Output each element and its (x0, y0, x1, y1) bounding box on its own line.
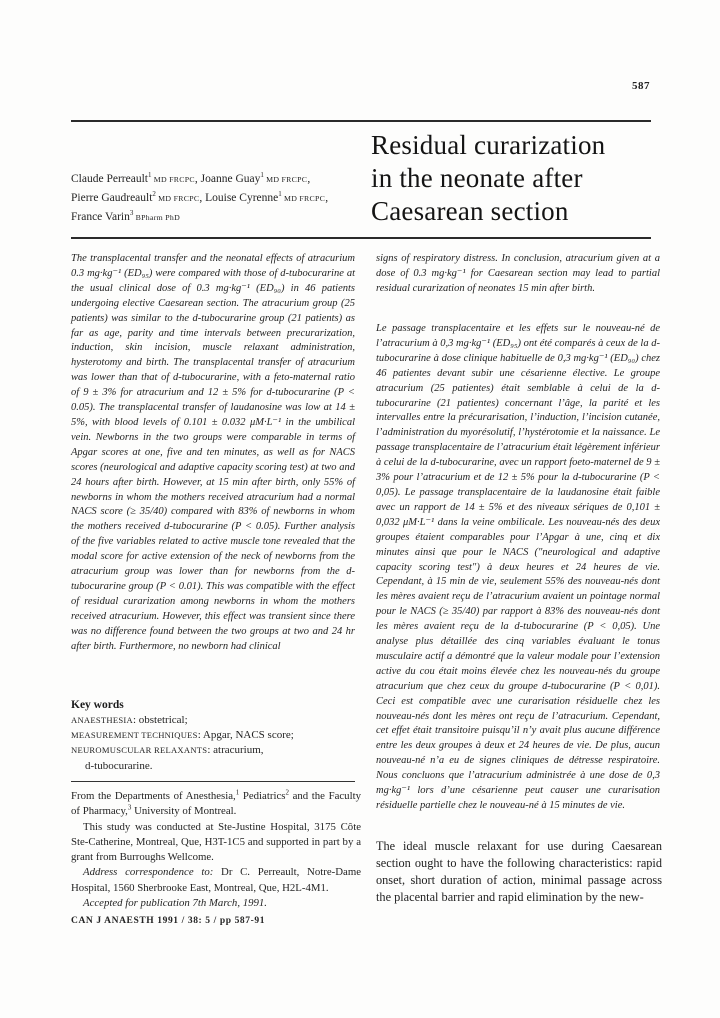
keyword-entry: d-tubocurarine. (85, 759, 153, 772)
journal-citation: CAN J ANAESTH 1991 / 38: 5 / pp 587-91 (71, 916, 266, 926)
abstract-english-right-column: signs of respiratory distress. In conclusion, atracurium given at a dose of 0.3 mg·kg⁻¹ for Caesarean section may lead to partial residual curarization of neonates 15 min after birth. (376, 253, 660, 294)
author-line: Pierre Gaudreault$^2$ MD FRCPC, Louise Cyrenne$^1$ MD FRCPC, (71, 190, 329, 204)
author-line: Claude Perreault$^1$ MD FRCPC, Joanne Guay$^1$ MD FRCPC, (71, 171, 311, 185)
article-title-line: in the neonate after (371, 163, 583, 193)
footnote-rule (71, 781, 355, 782)
keywords-heading: Key words (71, 699, 124, 711)
correspondence-paragraph: Address correspondence to: Dr C. Perreault, Notre-Dame Hospital, 1560 Sherbrooke East, Montreal, Que, H2L-4M1. (71, 866, 362, 894)
header-top-rule (71, 120, 651, 122)
author-block (71, 170, 373, 227)
affiliation-block (71, 789, 361, 911)
keyword-entry: ANAESTHESIA: obstetrical; (71, 714, 188, 726)
abstract-english-left-column: The transplacental transfer and the neonatal effects of atracurium 0.3 mg·kg⁻¹ (ED₉₅) were compared with those of d-tubocurarine at the usual clinical dose of 0.3 mg·kg⁻¹ (ED₉₀) in 46 patients undergoing elective Caesarean section. The atracurium group (25 patients) was similar to the d-tubocurarine group (21 patients) as far as age, parity and time intervals between precurarization, induction, skin incision, muscle relaxant administration, hysterotomy and birth. The transplacental transfer of atracurium was lower than that of d-tubocurarine, with a feto-maternal ratio of 9 ± 3% for atracurium and 12 ± 5% for d-tubocurarine (P < 0.05). The transplacental transfer of laudanosine was low at 14 ± 5%, with blood levels of 0.101 ± 0.032 μM·L⁻¹ in the umbilical vein. Newborns in the two groups were comparable in terms of Apgar scores at one, five and ten minutes, as well as for NACS scores (neurological and adaptive capacity scoring test) at two and 24 hours after birth. However, at 15 min after birth, only 55% of newborns in whom the mothers received atracurium had a normal NACS score (≥ 35/40) compared with 83% of newborns in whom the mothers received d-tubocurarine (P < 0.05). Further analysis of the five variables related to active muscle tone revealed that the modal score for active extension of the neck of newborns from the atracurium group was lower than for newborns from the d-tubocurarine group (P < 0.01). This was compatible with the effect of residual curarization among newborns in whom the mothers received atracurium. However, this effect was transient since there was no difference found between the two groups at two and 24 hr after birth. Furthermore, no newborn had clinical (71, 253, 355, 652)
author-line: France Varin$^3$ BPharm PhD (71, 209, 180, 223)
acceptance-note: Accepted for publication 7th March, 1991. (83, 897, 268, 910)
affiliation-paragraph: This study was conducted at Ste-Justine Hospital, 3175 Côte Ste-Catherine, Montreal, Que, H3T-1C5 and supported in part by a grant from Burroughs Wellcome. (71, 820, 361, 864)
header-bottom-rule (71, 237, 651, 239)
keyword-entry: NEUROMUSCULAR RELAXANTS: atracurium, (71, 744, 264, 757)
article-title (371, 129, 667, 228)
keywords-section (71, 699, 355, 774)
abstract-french: Le passage transplacentaire et les effets sur le nouveau-né de l’atracurium à 0,3 mg·kg⁻¹ (ED₉₅) ont été comparés à ceux de la d-tubocurarine à dose clinique habituelle de 0,3 mg·kg⁻¹ (ED₉₀) chez 46 patientes devant subir une césarienne élective. Le groupe atracurium (25 patientes) était semblable à celui de la d-tubocurarine (21 patientes) concernant l’âge, la parité et les intervalles entre la précurarisation, l’induction, l’incision cutanée, l’administration du myorésolutif, l’hystérotomie et la naissance. Le passage transplacentaire de l’atracurium était légèrement inférieur à celui de la d-tubocurarine, avec un rapport foeto-maternel de 9 ± 3% pour l’atracurium et de 12 ± 5% pour la d-tubocurarine (P < 0,05). Le passage transplacentaire de la laudanosine était faible avec un rapport de 14 ± 5% et des niveaux sériques de 0,101 ± 0,032 μM·L⁻¹ dans la veine ombilicale. Les nouveau-nés des deux groupes étaient comparables pour l’Apgar à une, cinq et dix minutes ainsi que pour le NACS ("neurological and adaptive capacity scoring test") à deux heures et 24 heures de vie. Cependant, à 15 min de vie, seulement 55% des nouveau-nés dont les mères avaient reçu de l’atracurium avaient un pointage normal pour le NACS (≥ 35/40) par rapport à 83% des nouveau-nés dont les mères avaient reçu de la d-tubocurarine (P < 0,05). Une analyse plus détaillée des cinq variables évaluant le tonus musculaire actif a démontré que la valeur modale pour l’extension active du cou était moins élevée chez les nouveau-nés du groupe atracurium que chez ceux du groupe d-tubocurarine (P < 0,01). Ceci est compatible avec une curarisation résiduelle chez les nouveau-nés dont les mères ont reçu de l’atracurium. Cependant, cet effet était transitoire puisqu’il n’y avait plus aucune différence entre les deux groupes à deux et 24 heures de vie. De plus, aucun nouveau-né n’a eu de signes cliniques de détresse respiratoire. Nous concluons que l’atracurium administrée à une dose de 0,3 mg·kg⁻¹ lors d’une césarienne peut causer une curarisation résiduelle partielle chez le nouveau-né à 15 minutes de vie. (376, 323, 660, 811)
affiliation-paragraph: From the Departments of Anesthesia,$^1$ Pediatrics$^2$ and the Faculty of Pharmacy,$^3$ University of Montreal. (71, 788, 361, 818)
article-title-line: Residual curarization (371, 130, 606, 160)
keyword-entry: MEASUREMENT TECHNIQUES: Apgar, NACS score; (71, 729, 294, 742)
page-number: 587 (632, 80, 650, 92)
article-title-line: Caesarean section (371, 196, 569, 226)
intro-paragraph: The ideal muscle relaxant for use during Caesarean section ought to have the following characteristics: rapid onset, short duration of action, minimal passage across the placental barrier and rapid elimination by the new- (376, 839, 662, 904)
